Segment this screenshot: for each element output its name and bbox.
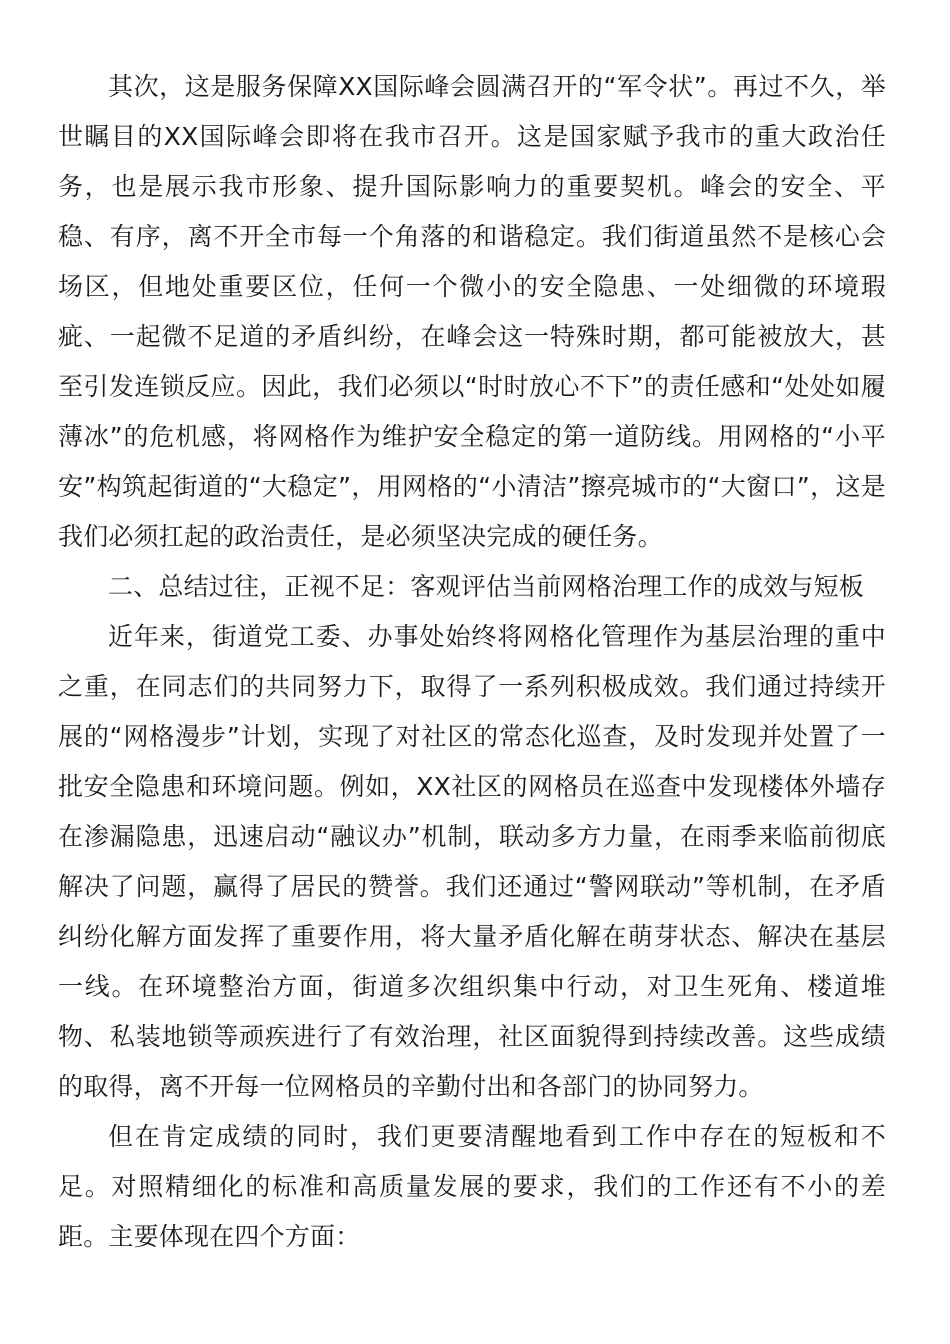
paragraph-shortcomings: 但在肯定成绩的同时，我们更要清醒地看到工作中存在的短板和不足。对照精细化的标准和高质量发展的要求，我们的工作还有不小的差距。主要体现在四个方面： xyxy=(58,1122,886,1251)
paragraph-summit-mandate: 其次，这是服务保障XX国际峰会圆满召开的“军令状”。再过不久，举世瞩目的XX国际峰会即将在我市召开。这是国家赋予我市的重大政治任务，也是展示我市形象、提升国际影响力的重要契机。峰会的安全、平稳、有序，离不开全市每一个角落的和谐稳定。我们街道虽然不是核心会场区，但地处重要区位，任何一个微小的安全隐患、一处细微的环境瑕疵、一起微不足道的矛盾纠纷，在峰会这一特殊时期，都可能被放大，甚至引发连锁反应。因此，我们必须以“时时放心不下”的责任感和“处处如履薄冰”的危机感，将网格作为维护安全稳定的第一道防线。用网格的“小平安”构筑起街道的“大稳定”，用网格的“小清洁”擦亮城市的“大窗口”，这是我们必须扛起的政治责任，是必须坚决完成的硬任务。 xyxy=(58,72,886,551)
paragraph-achievements: 近年来，街道党工委、办事处始终将网格化管理作为基层治理的重中之重，在同志们的共同努力下，取得了一系列积极成效。我们通过持续开展的“网格漫步”计划，实现了对社区的常态化巡查，及时发现并处置了一批安全隐患和环境问题。例如，XX社区的网格员在巡查中发现楼体外墙存在渗漏隐患，迅速启动“融议办”机制，联动多方力量，在雨季来临前彻底解决了问题，赢得了居民的赞誉。我们还通过“警网联动”等机制，在矛盾纠纷化解方面发挥了重要作用，将大量矛盾化解在萌芽状态、解决在基层一线。在环境整治方面，街道多次组织集中行动，对卫生死角、楼道堆物、私装地锁等顽疾进行了有效治理，社区面貌得到持续改善。这些成绩的取得，离不开每一位网格员的辛勤付出和各部门的协同努力。 xyxy=(58,622,886,1101)
document-page xyxy=(58,62,886,1262)
section-heading-review: 二、总结过往，正视不足：客观评估当前网格治理工作的成效与短板 xyxy=(108,572,865,601)
